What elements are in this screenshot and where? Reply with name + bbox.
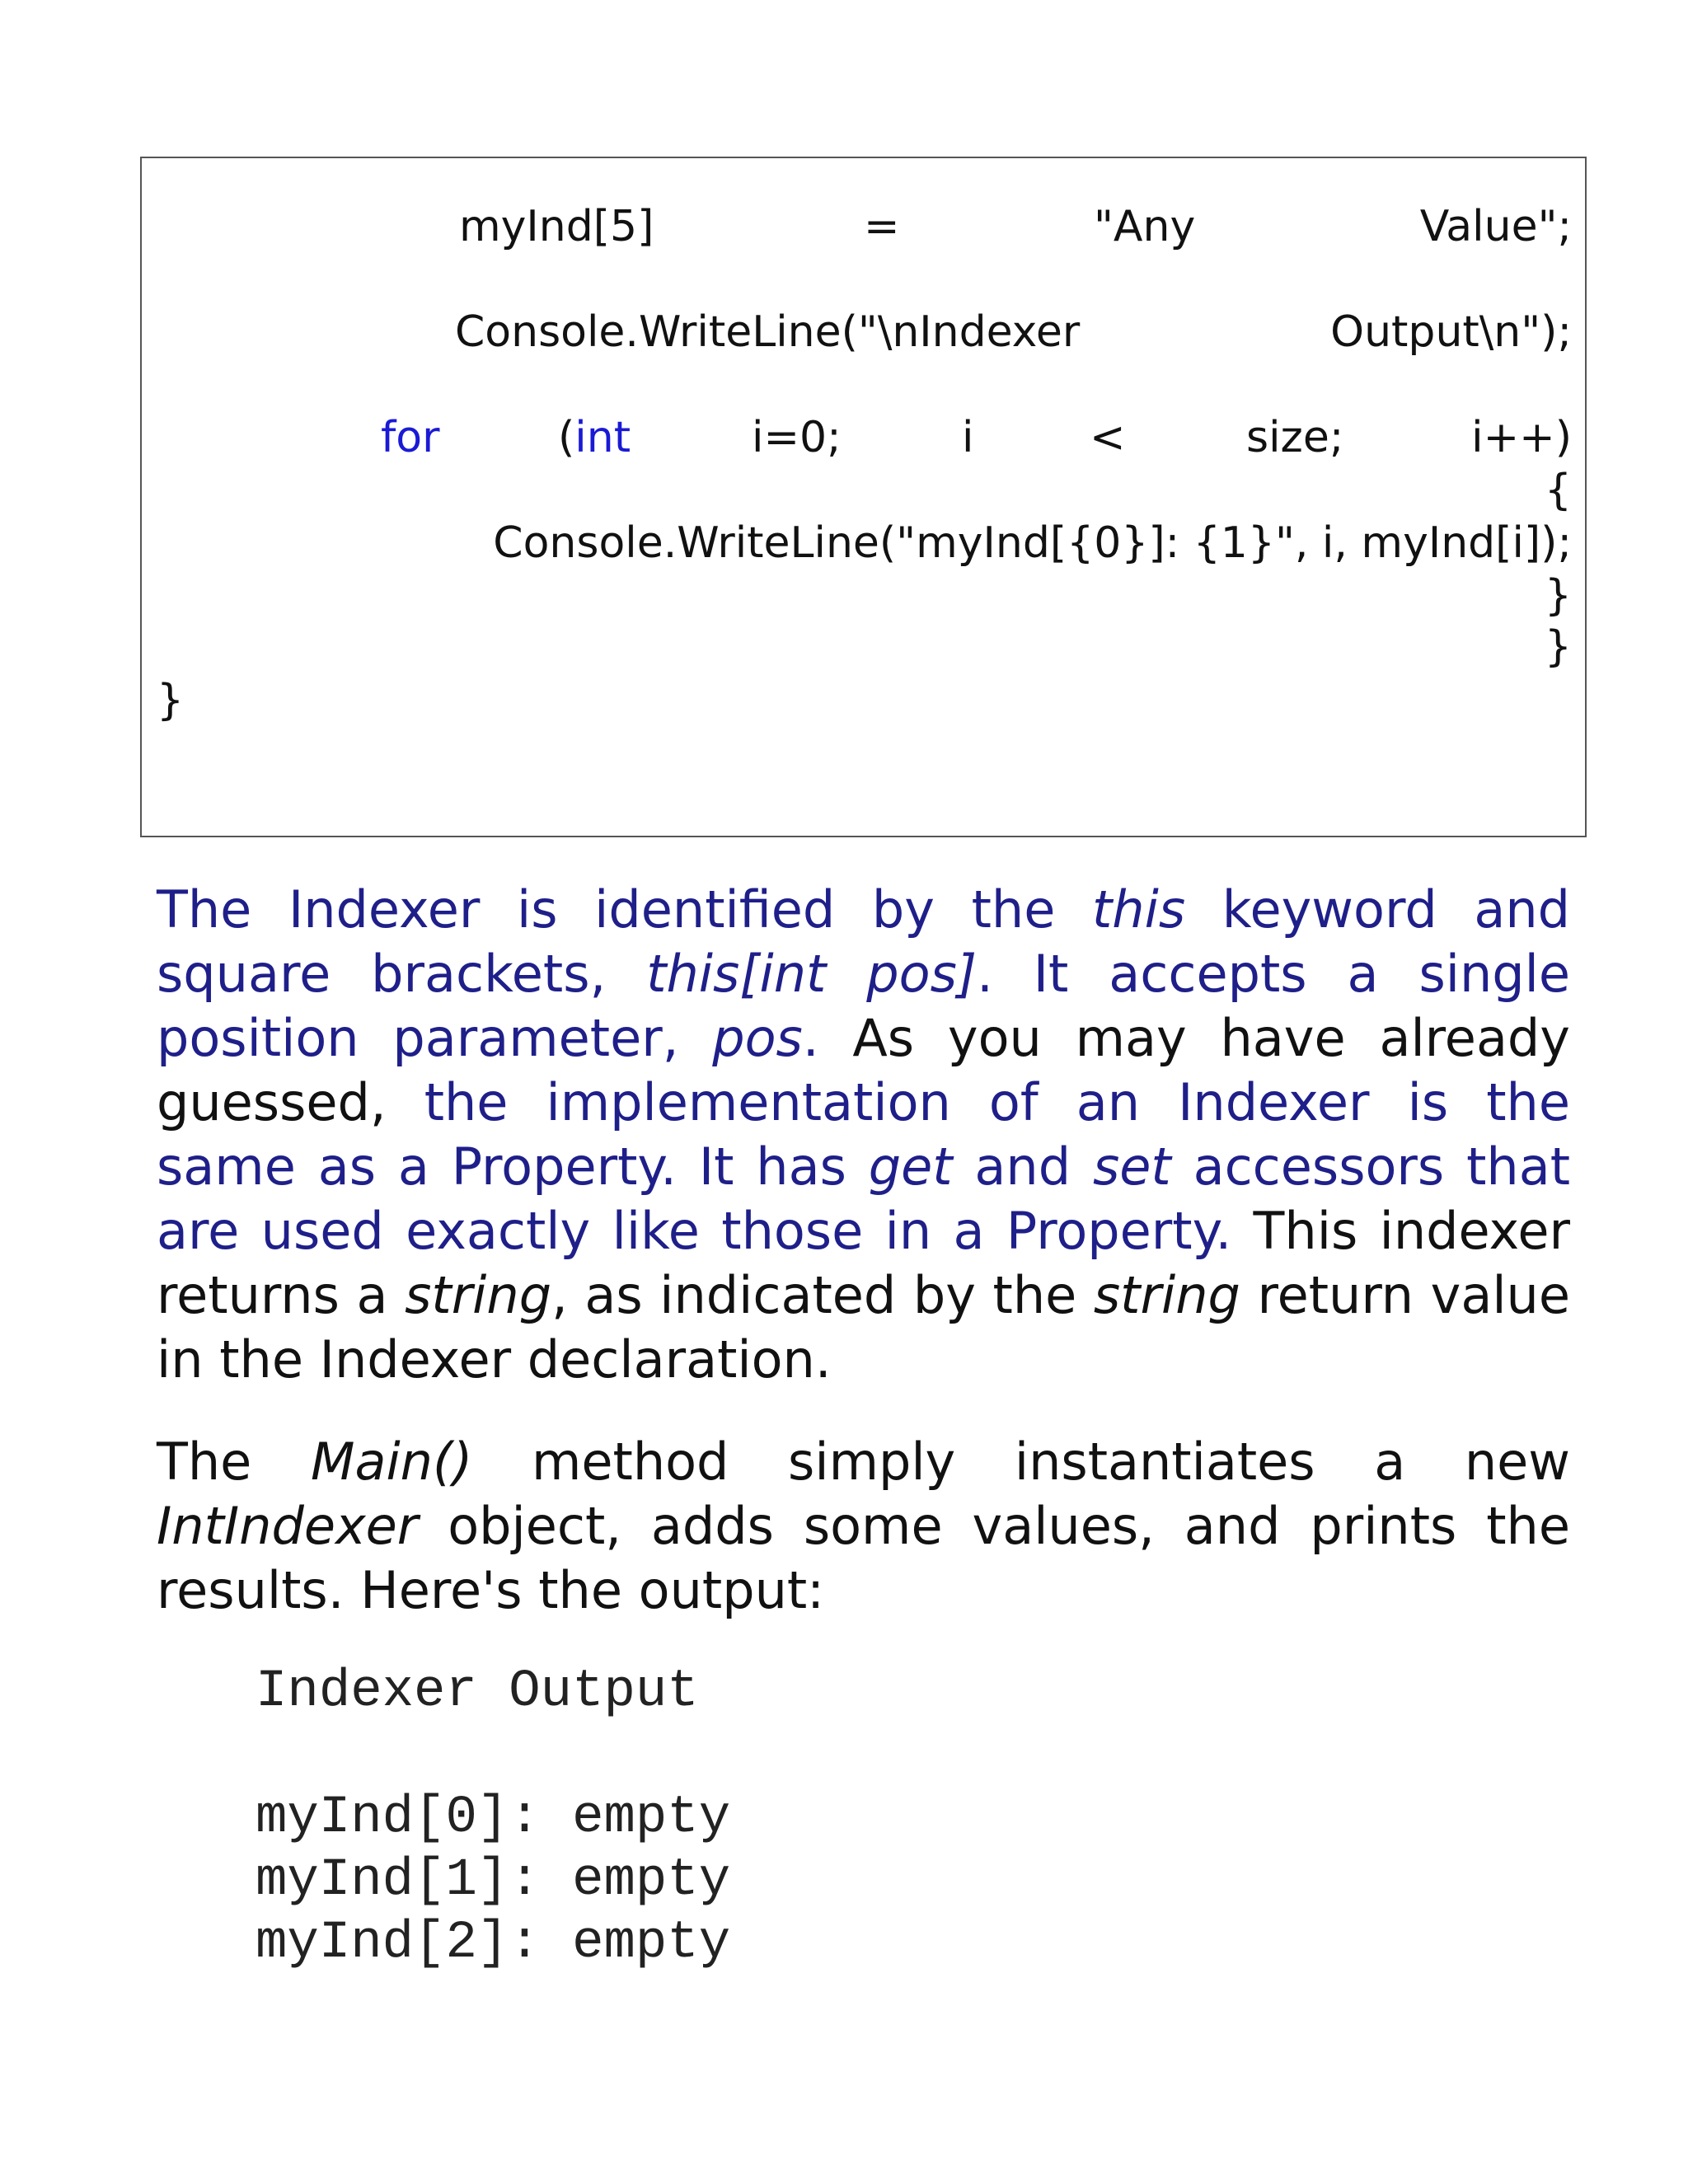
output-header: Indexer Output	[256, 1662, 699, 1722]
code-token: }	[1544, 622, 1572, 672]
code-token: size;	[1246, 413, 1344, 462]
code-token: Value";	[1419, 202, 1572, 251]
code-token: i++)	[1471, 413, 1572, 462]
code-token: }	[1544, 571, 1572, 621]
code-token: {	[1544, 466, 1572, 515]
code-token: myInd[5]	[459, 202, 654, 251]
code-token: (int	[558, 413, 631, 462]
output-line: myInd[0]: empty	[256, 1788, 731, 1848]
code-token: "Any	[1094, 202, 1196, 251]
code-token: Output\n");	[1330, 307, 1572, 357]
code-token: Console.WriteLine("myInd[{0}]: {1}", i, myInd[i]);	[493, 518, 1572, 568]
code-keyword: int	[574, 413, 631, 462]
code-keyword: for	[381, 413, 440, 462]
code-token: i	[962, 413, 974, 462]
code-token: =	[864, 202, 900, 251]
code-token: }	[157, 676, 185, 725]
output-line: myInd[2]: empty	[256, 1914, 731, 1973]
code-token: <	[1090, 413, 1126, 462]
output-line: myInd[1]: empty	[256, 1851, 731, 1910]
paragraph-indexer: The Indexer is identified by the this keyword and square brackets, this[int pos]. It accepts a single position parameter, pos. As you may have already guessed, the implementation of an Indexer is the same as a Property. It has get and set accessors that are used exactly like those in a Property. This indexer returns a string, as indicated by the string return value in the Indexer declaration.	[157, 879, 1571, 1390]
code-token: Console.WriteLine("\nIndexer	[455, 307, 1081, 357]
code-token: i=0;	[752, 413, 842, 462]
paragraph-main-method: The Main() method simply instantiates a new IntIndexer object, adds some values, and prints the results. Here's the output:	[157, 1432, 1570, 1620]
code-listing	[140, 157, 1587, 837]
